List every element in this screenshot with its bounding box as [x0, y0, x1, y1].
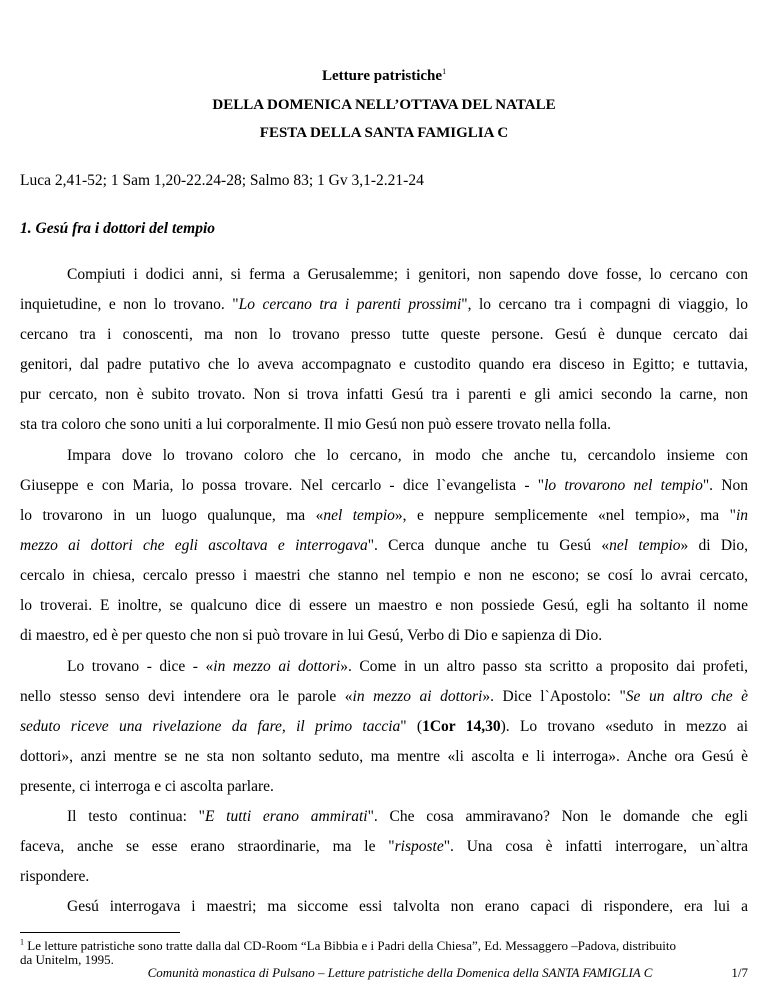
text-line: sta tra coloro che sono uniti a lui corporalmente. Il mio Gesú non può essere trovato nella folla. [20, 416, 611, 433]
footnote-divider [20, 932, 180, 933]
bible-reference: 1Cor 14,30 [422, 718, 501, 735]
text-line: presente, ci interroga e ci ascolta parlare. [20, 778, 274, 795]
text-line: seduto riceve una rivelazione da fare, il primo taccia" (1Cor 14,30). Lo trovano «seduto in mezzo ai [20, 718, 749, 735]
text-line: inquietudine, e non lo trovano. "Lo cercano tra i parenti prossimi", lo cercano tra i compagni di viaggio, lo [20, 296, 748, 313]
page-footer: Comunità monastica di Pulsano – Letture patristiche della Domenica della SANTA FAMIGLIA C [147, 965, 653, 980]
text-line: rispondere. [20, 868, 90, 885]
page-subtitle-feast: FESTA DELLA SANTA FAMIGLIA C [259, 125, 509, 141]
text-line: mezzo ai dottori che egli ascoltava e interrogava". Cerca dunque anche tu Gesú «nel tempio» di Dio, [20, 537, 748, 554]
text-line: pur cercato, non è subito trovato. Non si trova infatti Gesú tra i parenti e gli amici secondo la carne, non [20, 386, 748, 403]
page-number: 1/7 [731, 965, 748, 980]
text-line: cercalo in chiesa, cercalo presso i maestri che stanno nel tempio e non ne escono; se cosí lo avrai cercato, [20, 567, 748, 584]
text-line: Lo trovano - dice - «in mezzo ai dottori». Come in un altro passo sta scritto a proposito dai profeti, [67, 658, 749, 675]
footnote: $^1$ Le letture patristiche sono tratte dalla dal CD-Room “La Bibbia e i Padri della Chiesa”, Ed. Messaggero –Padova, distribuito [20, 937, 676, 953]
text-line: cercano tra i conoscenti, ma non lo trovano presso tutte queste persone. Gesú è dunque cercato dai [20, 326, 748, 343]
text-line: dottori», anzi mentre se ne sta non soltanto seduto, ma mentre «li ascolta e li interroga». Anche ora Gesú è [20, 748, 748, 765]
text-line: nello stesso senso devi intendere ora le parole «in mezzo ai dottori». Dice l`Apostolo: "Se un altro che è [20, 688, 749, 705]
text-line: genitori, dal padre putativo che lo aveva accompagnato e custodito quando era disceso in Egitto; e tuttavia, [20, 356, 748, 373]
text-line: faceva, anche se esse erano straordinarie, ma le "risposte". Una cosa è infatti interrogare, un`altra [20, 838, 748, 855]
text-line: Giuseppe e con Maria, lo possa trovare. Nel cercarlo - dice l`evangelista - "lo trovarono nel tempio". Non [20, 477, 748, 494]
text-line: Gesú interrogava i maestri; ma siccome essi talvolta non erano capaci di rispondere, era lui a [67, 898, 748, 915]
footnote-continuation: da Unitelm, 1995. [20, 952, 114, 967]
text-line: lo troverai. E inoltre, se qualcuno dice di essere un maestro e non possiede Gesú, egli ha soltanto il nome [20, 597, 748, 614]
text-line: di maestro, ed è per questo che non si può trovare in lui Gesú, Verbo di Dio e sapienza di Dio. [20, 627, 603, 644]
text-line: Compiuti i dodici anni, si ferma a Gerusalemme; i genitori, non sapendo dove fosse, lo cercano con [67, 266, 748, 283]
page-subtitle: DELLA DOMENICA NELL’OTTAVA DEL NATALE [212, 97, 556, 113]
text-line: Impara dove lo trovano coloro che lo cercano, in modo che anche tu, cercandolo insieme con [67, 447, 748, 464]
footnote-ref[interactable]: 1 [442, 67, 447, 76]
readings-line: Luca 2,41-52; 1 Sam 1,20-22.24-28; Salmo 83; 1 Gv 3,1-2.21-24 [20, 172, 424, 189]
page-title: Letture patristiche$^1$ [321, 67, 447, 84]
text-line: lo trovarono in un luogo qualunque, ma «nel tempio», e neppure semplicemente «nel tempio», ma "in [20, 507, 749, 524]
text-line: Il testo continua: "E tutti erano ammirati". Che cosa ammiravano? Non le domande che egli [67, 808, 748, 825]
section-heading: 1. Gesú fra i dottori del tempio [20, 220, 216, 237]
